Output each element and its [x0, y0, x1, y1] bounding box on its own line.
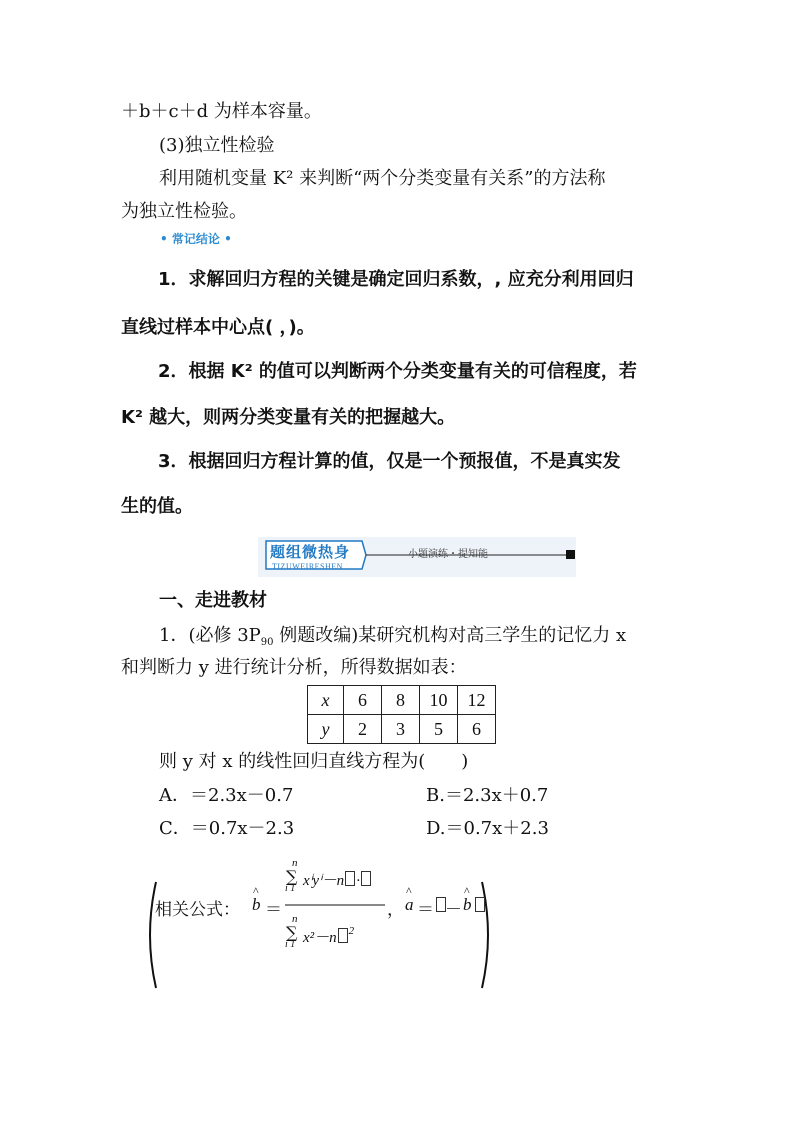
table-cell-label: y: [308, 715, 344, 744]
x-bar-box: [345, 871, 355, 886]
conclusion-number: 1．: [158, 269, 189, 290]
denominator: x²－n $^2$: [303, 925, 355, 946]
banner-pinyin: TIZUWEIRESHEN: [272, 562, 343, 571]
banner-title: 题组微热身: [270, 543, 351, 561]
conclusion-number: 3．: [158, 451, 189, 472]
sum-icon: ∑: [286, 923, 298, 942]
banner-subtitle: 小题演练・提知能: [408, 549, 488, 560]
option-a: A．＝2.3x－0.7: [159, 785, 294, 806]
data-table: [307, 685, 496, 744]
question-stem: 则 y 对 x 的线性回归直线方程为( ): [159, 751, 469, 772]
section-heading-independence-test: (3)独立性检验: [159, 135, 275, 156]
sum-upper: n: [292, 913, 298, 925]
conclusion-text: 根据 K² 的值可以判断两个分类变量有关的可信程度，若: [188, 361, 637, 382]
table-cell: 8: [382, 686, 420, 715]
sum-upper: n: [292, 857, 298, 869]
numerator: xⁱyⁱ－n ·: [303, 869, 372, 890]
conclusion-number: 2．: [158, 361, 189, 382]
remember-conclusions-tag: [160, 230, 232, 247]
x-bar-box-wrap: [474, 896, 486, 916]
fraction-bar: [285, 903, 385, 907]
question-source: (必修 3P: [188, 625, 261, 646]
sum-lower: i 1: [285, 883, 296, 894]
equals-sign: ＝: [265, 900, 282, 920]
question-text: 例题改编)某研究机构对高三学生的记忆力 x: [273, 625, 627, 646]
conclusion-2-line-1: [158, 360, 637, 384]
paragraph-line: 为独立性检验。: [121, 201, 247, 222]
equals-sign: ＝: [417, 900, 434, 920]
formula-box: [147, 855, 492, 987]
bullet-icon: •: [224, 232, 232, 246]
conclusion-3-line-2: 生的值。: [121, 496, 193, 517]
table-row: [308, 715, 496, 744]
section-banner: [258, 537, 576, 577]
question-1-line-1: [159, 624, 626, 655]
option-b: B.＝2.3x＋0.7: [426, 785, 549, 806]
question-1-line-2: 和判断力 y 进行统计分析，所得数据如表：: [121, 657, 467, 678]
option-c: C．＝0.7x－2.3: [159, 818, 295, 839]
conclusion-text: 根据回归方程计算的值，仅是一个预报值，不是真实发: [188, 451, 621, 472]
y-bar-box: [361, 871, 371, 886]
table-cell: 3: [382, 715, 420, 744]
minus-sign: －: [445, 900, 462, 920]
table-cell: 10: [420, 686, 458, 715]
conclusion-1-line-2: 直线过样本中心点( ，)。: [121, 317, 315, 338]
table-cell: 12: [458, 686, 496, 715]
tag-label: 常记结论: [171, 232, 220, 246]
sum-icon: ∑: [286, 867, 298, 886]
conclusion-text: 求解回归方程的关键是确定回归系数，, 应充分利用回归: [188, 269, 634, 290]
text-line-sample-size: ＋b＋c＋d 为样本容量。: [121, 101, 322, 122]
b-hat-symbol: ^ b: [252, 895, 261, 915]
x-bar-box: [475, 897, 485, 912]
table-cell: 2: [344, 715, 382, 744]
option-d: D.＝0.7x＋2.3: [426, 818, 549, 839]
conclusion-3-line-1: [158, 450, 621, 474]
a-hat-symbol: ^ a: [405, 895, 414, 915]
section-heading: 一、走进教材: [159, 590, 267, 611]
paragraph-line: 利用随机变量 K² 来判断“两个分类变量有关系”的方法称: [159, 168, 606, 189]
formula-label: 相关公式：: [155, 900, 240, 920]
conclusion-2-line-2: K² 越大，则两分类变量有关的把握越大。: [121, 407, 456, 428]
bullet-icon: •: [160, 232, 168, 246]
table-cell: 5: [420, 715, 458, 744]
x-bar-box: [338, 928, 348, 943]
b-hat-symbol: ^ b: [463, 895, 472, 915]
sum-lower: i 1: [285, 939, 296, 950]
conclusion-1-line-1: [158, 268, 634, 292]
comma: ，: [387, 900, 404, 920]
question-number: 1．: [159, 625, 189, 646]
table-cell: 6: [344, 686, 382, 715]
question-source-page: 90: [260, 637, 274, 648]
table-row: [308, 686, 496, 715]
table-cell: 6: [458, 715, 496, 744]
table-cell-label: x: [308, 686, 344, 715]
